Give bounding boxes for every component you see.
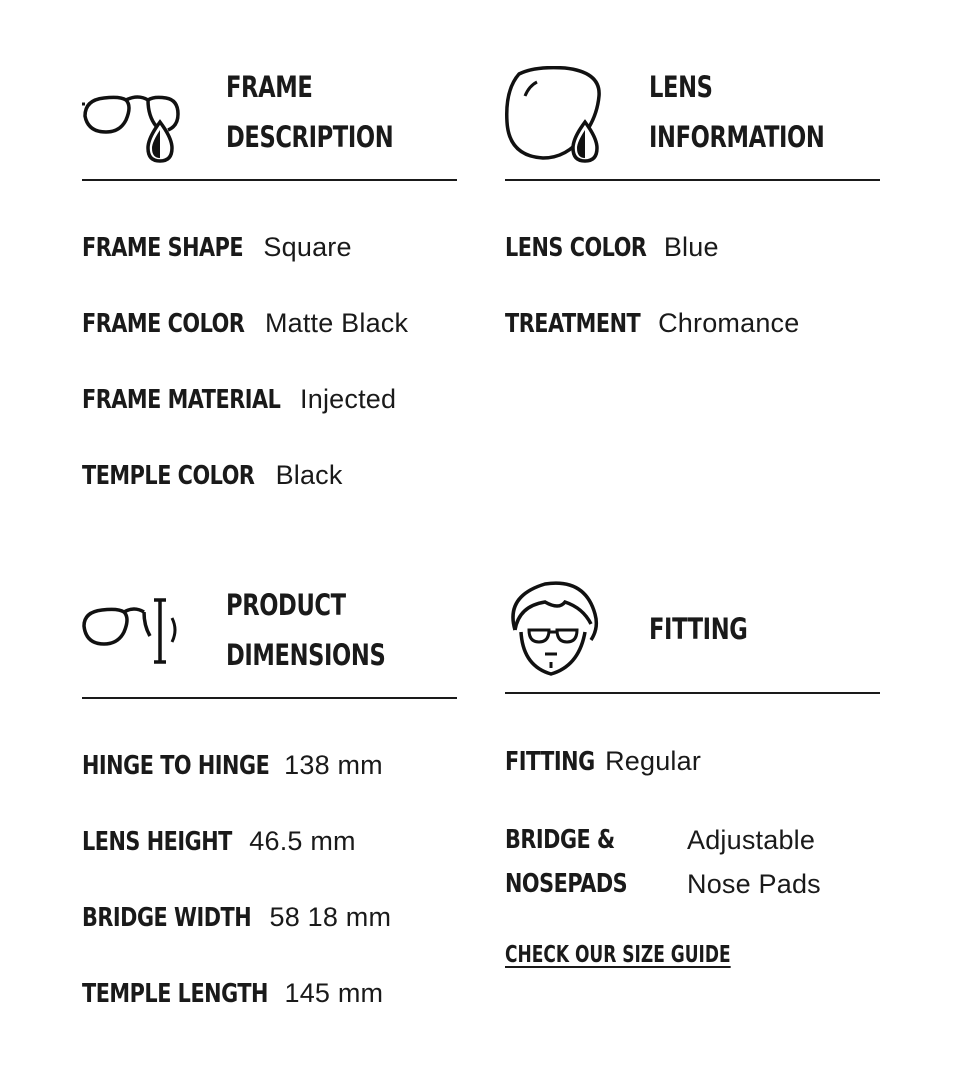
spec-value: 58 18 mm [269, 902, 392, 932]
lens-divider [505, 179, 880, 181]
spec-row-frame-shape [82, 232, 352, 263]
lens-information-title: LENS INFORMATION [649, 70, 825, 154]
sunglasses-drop-icon [82, 86, 182, 171]
fitting-title: FITTING [649, 612, 748, 646]
spec-label: FRAME SHAPE [82, 233, 244, 263]
spec-label: LENS COLOR [505, 233, 647, 263]
spec-label-bridge-nosepads: BRIDGE & NOSEPADS [505, 825, 628, 899]
spec-value: 46.5 mm [249, 826, 356, 856]
frame-description-title: FRAME DESCRIPTION [226, 70, 394, 154]
spec-label: TEMPLE LENGTH [82, 979, 268, 1009]
spec-value: Matte Black [264, 308, 409, 338]
spec-value: Regular [605, 746, 702, 776]
spec-row-temple-color [82, 460, 343, 491]
sunglasses-measure-icon [82, 596, 182, 671]
face-glasses-icon [505, 580, 601, 685]
dimensions-divider [82, 697, 457, 699]
spec-label: BRIDGE WIDTH [82, 903, 252, 933]
spec-value: Blue [663, 232, 719, 262]
spec-value: Square [263, 232, 352, 262]
spec-label: TREATMENT [505, 309, 641, 339]
spec-label: LENS HEIGHT [82, 827, 232, 857]
product-dimensions-section [82, 580, 457, 1040]
product-dimensions-title: PRODUCT DIMENSIONS [226, 588, 386, 672]
fitting-divider [505, 692, 880, 694]
spec-row-treatment [505, 308, 799, 339]
spec-value: Chromance [658, 308, 800, 338]
spec-row-frame-material [82, 384, 396, 415]
frame-divider [82, 179, 457, 181]
frame-description-section [82, 62, 457, 522]
size-guide-link[interactable]: CHECK OUR SIZE GUIDE [505, 942, 731, 968]
spec-row-lens-height [82, 826, 356, 857]
spec-label: FRAME MATERIAL [82, 385, 281, 415]
spec-row-temple-length [82, 978, 383, 1009]
spec-value: Injected [300, 384, 397, 414]
spec-value-bridge-nosepads: Adjustable Nose Pads [687, 825, 821, 899]
spec-row-frame-color [82, 308, 408, 339]
lens-information-section [505, 62, 880, 382]
spec-label: HINGE TO HINGE [82, 751, 270, 781]
fitting-section [505, 580, 880, 1000]
spec-row-bridge-width [82, 902, 391, 933]
spec-label: FRAME COLOR [82, 309, 245, 339]
spec-row-hinge-to-hinge [82, 750, 383, 781]
spec-row-fitting [505, 746, 701, 777]
spec-value: 145 mm [284, 978, 384, 1008]
spec-label: FITTING [505, 747, 595, 777]
spec-row-lens-color [505, 232, 719, 263]
spec-label: TEMPLE COLOR [82, 461, 255, 491]
spec-value: Black [275, 460, 343, 490]
spec-value: 138 mm [284, 750, 383, 780]
lens-drop-icon [505, 66, 605, 171]
